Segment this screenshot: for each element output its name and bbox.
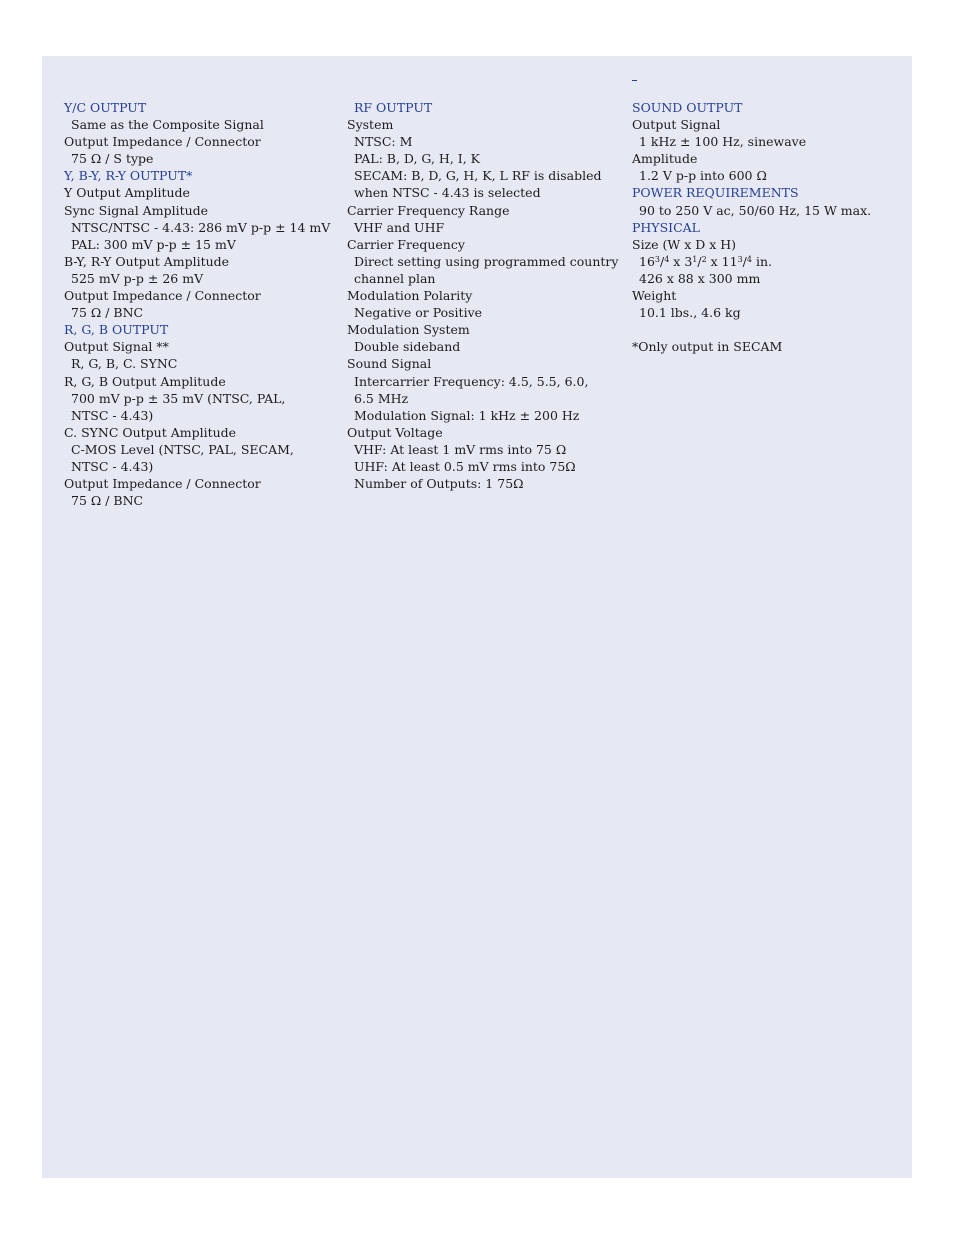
spec-line: NTSC/NTSC - 4.43: 286 mV p-p ± 14 mV [71, 219, 331, 235]
section-heading-ybry-output: Y, B-Y, R-Y OUTPUT* [64, 168, 193, 184]
spec-line: 426 x 88 x 300 mm [639, 270, 761, 286]
spec-line: Output Impedance / Connector [64, 134, 261, 150]
spec-line: Output Impedance / Connector [64, 476, 261, 492]
spec-line: Sound Signal [347, 356, 432, 372]
spec-line: 10.1 lbs., 4.6 kg [639, 305, 741, 321]
spec-line: Same as the Composite Signal [71, 117, 264, 133]
column-right [632, 99, 897, 355]
spec-line: 90 to 250 V ac, 50/60 Hz, 15 W max. [639, 202, 872, 218]
column-left [64, 99, 329, 509]
spec-line: Sync Signal Amplitude [64, 202, 209, 218]
spec-line: Output Signal ** [64, 339, 169, 355]
spec-line: PAL: 300 mV p-p ± 15 mV [71, 236, 236, 252]
spec-line: Y Output Amplitude [64, 185, 190, 201]
spec-line: Carrier Frequency Range [347, 202, 510, 218]
spec-line: Double sideband [354, 339, 461, 355]
spec-line: Negative or Positive [354, 305, 483, 321]
footnote: *Only output in SECAM [632, 339, 783, 355]
section-heading-physical: PHYSICAL [632, 219, 700, 235]
spec-line: when NTSC - 4.43 is selected [354, 185, 541, 201]
spec-line: Output Voltage [347, 424, 443, 440]
spec-line: Output Impedance / Connector [64, 288, 261, 304]
size-inches: $16^3/^4$ x $3^1/^2$ x $11^3/^4$ in. [639, 253, 772, 269]
spec-line: Weight [632, 288, 677, 304]
spec-line: VHF: At least 1 mV rms into 75 Ω [354, 441, 567, 457]
spec-line: NTSC: M [354, 134, 413, 150]
spec-line: NTSC - 4.43) [71, 458, 154, 474]
spec-line: NTSC - 4.43) [71, 407, 154, 423]
spec-line: Modulation System [347, 322, 470, 338]
section-heading-rf-output: RF OUTPUT [354, 100, 433, 115]
spec-line: Direct setting using programmed country [354, 253, 619, 269]
spec-line: PAL: B, D, G, H, I, K [354, 151, 480, 167]
spec-line: R, G, B Output Amplitude [64, 373, 226, 389]
spec-line: Amplitude [632, 151, 698, 167]
spec-line: 6.5 MHz [354, 390, 409, 406]
section-heading-yc-output: Y/C OUTPUT [64, 100, 147, 115]
spec-line: 1 kHz ± 100 Hz, sinewave [639, 134, 807, 150]
spec-line: 1.2 V p-p into 600 Ω [639, 168, 767, 184]
spec-line: Size (W x D x H) [632, 236, 737, 252]
spec-line: Output Signal [632, 117, 721, 133]
decorative-dash [632, 80, 637, 81]
spec-line: Intercarrier Frequency: 4.5, 5.5, 6.0, [354, 373, 589, 389]
spec-line: VHF and UHF [354, 219, 445, 235]
spec-line: UHF: At least 0.5 mV rms into 75Ω [354, 458, 576, 474]
spec-line: 700 mV p-p ± 35 mV (NTSC, PAL, [71, 390, 286, 406]
spec-line: System [347, 117, 394, 133]
section-heading-sound-output: SOUND OUTPUT [632, 100, 743, 115]
spacer [632, 321, 897, 338]
spec-line: Modulation Signal: 1 kHz ± 200 Hz [354, 407, 580, 423]
spec-line: 75 Ω / BNC [71, 305, 144, 321]
spec-line: channel plan [354, 270, 436, 286]
spec-line: C-MOS Level (NTSC, PAL, SECAM, [71, 441, 294, 457]
spec-line: SECAM: B, D, G, H, K, L RF is disabled [354, 168, 602, 184]
section-heading-rgb-output: R, G, B OUTPUT [64, 322, 169, 338]
spec-line: B-Y, R-Y Output Amplitude [64, 253, 230, 269]
spec-line: C. SYNC Output Amplitude [64, 424, 237, 440]
spec-line: R, G, B, C. SYNC [71, 356, 178, 372]
spec-line: 525 mV p-p ± 26 mV [71, 270, 204, 286]
spec-line: Number of Outputs: 1 75Ω [354, 476, 524, 492]
spec-line: 75 Ω / S type [71, 151, 154, 167]
spec-line: Carrier Frequency [347, 236, 465, 252]
section-heading-power-requirements: POWER REQUIREMENTS [632, 185, 799, 201]
spec-line: 75 Ω / BNC [71, 493, 144, 509]
column-middle [347, 99, 622, 492]
spec-line: Modulation Polarity [347, 288, 473, 304]
